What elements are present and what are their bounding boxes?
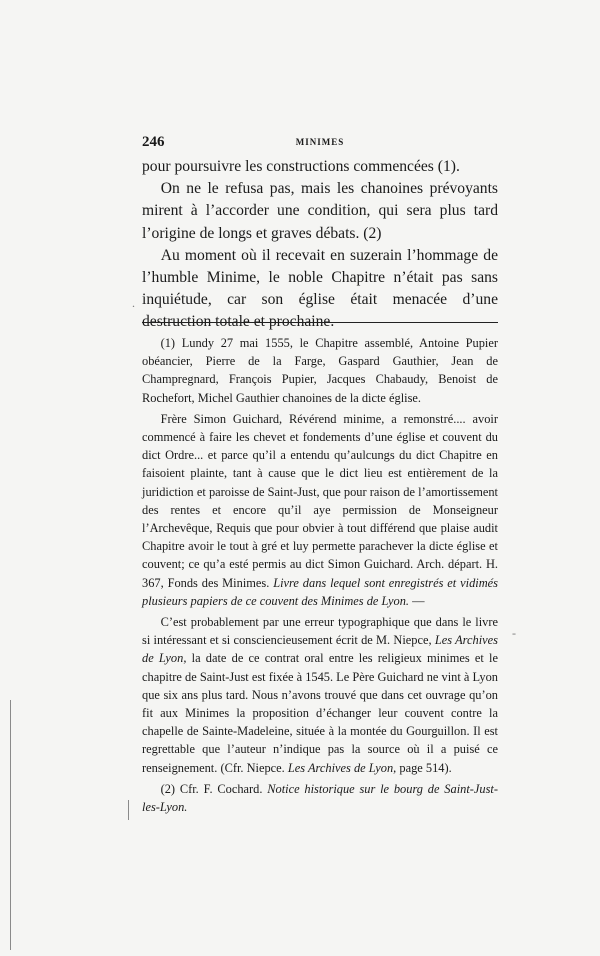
margin-scan-line: [128, 800, 129, 820]
margin-scan-line: [10, 700, 11, 950]
footnote-1: (1) Lundy 27 mai 1555, le Chapitre assemblé, Antoine Pupier obéancier, Pierre de la Farge, Gaspard Gauthier, Jean de Champregnard, François Pupier, Jacques Chabaudy, Benoist de Rochefort, Michel Gauthier chanoines de la dicte église.: [142, 336, 498, 405]
footnote-text: Frère Simon Guichard, Révérend minime, a remonstré.... avoir commencé à faire les chevet et fondements d’une église et couvent du dict Ordre... et parce qu’il a entendu qu’aulcungs du dict Chapitre en faisoient plainte, tant à cause que le dict lieu est entièrement de la juridiction et paroisse de Saint-Just, que pour raison de l’amortissement des rentes et encore qu’il aye permission de Monseigneur l’Archevêque, Requis que pour obvier à tout différend que plaise audit Chapitre avoir le tout à gré et luy permette parachever la dicte église et couvent; ce qu’a esté permis au dict Simon Guichard. Arch. départ. H. 367, Fonds des Minimes.: [142, 411, 498, 590]
margin-mark: -: [512, 626, 516, 640]
main-paragraph: On ne le refusa pas, mais les chanoines prévoyants mirent à l’accorder une condition, qui sera plus tard l’origine de longs et graves débats. (2): [142, 180, 498, 242]
footnote-dash: —: [409, 593, 425, 608]
footnote-1-quote: [142, 410, 498, 610]
page-number: 246: [142, 134, 165, 150]
margin-mark: .: [132, 296, 135, 310]
footnote-italic: Notice historique sur le bourg de Saint-Just-les-Lyon.: [142, 781, 498, 815]
footnote-separator: [142, 322, 498, 323]
footnote-italic: Les Archives de Lyon,: [142, 633, 498, 666]
main-paragraph: pour poursuivre les constructions commencées (1).: [142, 158, 460, 175]
footnote-text: la date de ce contrat oral entre les religieux minimes et le chapitre de Saint-Just est fixée à 1545. Le Père Guichard ne vint à Lyon que six ans plus tard. Nous n’avons trouvé que dans cet ouvrage qu’on fit aux Minimes la proposition d’échanger leur couvent contre la chapelle de Sainte-Madeleine, située à la montée du Gourguillon. Il est regrettable que l’auteur n’indique pas la source où il a puisé ce renseignement. (Cfr. Niepce.: [142, 651, 498, 775]
main-text: [142, 156, 498, 334]
footnotes: [142, 334, 498, 819]
footnote-italic: Livre dans lequel sont enregistrés et vidimés plusieurs papiers de ce couvent des Minimes de Lyon.: [142, 575, 498, 608]
running-title: MINIMES: [295, 137, 345, 147]
page-header: [142, 134, 498, 152]
footnote-italic: Les Archives de Lyon,: [287, 760, 397, 775]
footnote-text: page 514).: [399, 760, 452, 775]
footnote-2: [142, 780, 498, 816]
footnote-1-commentary: [142, 613, 498, 777]
footnote-text: C’est probablement par une erreur typographique que dans le livre si intéressant et si consciencieusement écrit de M. Niepce,: [142, 615, 498, 648]
main-paragraph: Au moment où il recevait en suzerain l’hommage de l’humble Minime, le noble Chapitre n’était pas sans inquiétude, car son église était menacée d’une destruction totale et prochaine.: [142, 246, 498, 331]
footnote-text: (2) Cfr. F. Cochard.: [160, 781, 263, 796]
